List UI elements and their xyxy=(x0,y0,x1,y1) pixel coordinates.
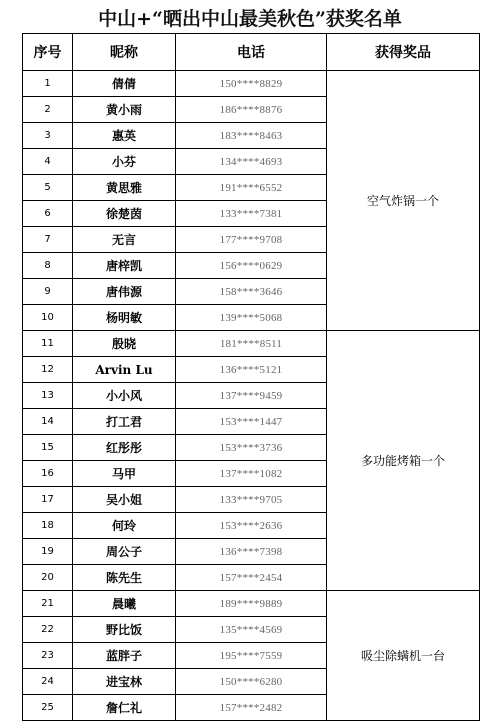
table-row xyxy=(23,71,480,97)
winners-table xyxy=(22,33,480,721)
phone-cell: 136****7398 xyxy=(176,539,327,565)
nickname-cell: 吴小姐 xyxy=(73,487,176,513)
seq-cell: 4 xyxy=(23,149,73,175)
seq-cell: 24 xyxy=(23,669,73,695)
phone-cell: 153****2636 xyxy=(176,513,327,539)
seq-cell: 11 xyxy=(23,331,73,357)
seq-cell: 15 xyxy=(23,435,73,461)
phone-cell: 137****9459 xyxy=(176,383,327,409)
phone-cell: 186****8876 xyxy=(176,97,327,123)
phone-cell: 136****5121 xyxy=(176,357,327,383)
phone-cell: 133****7381 xyxy=(176,201,327,227)
phone-cell: 150****6280 xyxy=(176,669,327,695)
nickname-cell: 杨明敏 xyxy=(73,305,176,331)
header-prize: 获得奖品 xyxy=(327,34,480,71)
nickname-cell: 进宝林 xyxy=(73,669,176,695)
nickname-cell: 野比饭 xyxy=(73,617,176,643)
phone-cell: 181****8511 xyxy=(176,331,327,357)
phone-cell: 157****2454 xyxy=(176,565,327,591)
nickname-cell: 蓝胖子 xyxy=(73,643,176,669)
nickname-cell: 小小风 xyxy=(73,383,176,409)
nickname-cell: 打工君 xyxy=(73,409,176,435)
table-row xyxy=(23,331,480,357)
phone-cell: 135****4569 xyxy=(176,617,327,643)
seq-cell: 23 xyxy=(23,643,73,669)
nickname-cell: 惠英 xyxy=(73,123,176,149)
nickname-cell: 周公子 xyxy=(73,539,176,565)
nickname-cell: 唐梓凯 xyxy=(73,253,176,279)
phone-cell: 158****3646 xyxy=(176,279,327,305)
nickname-cell: 晨曦 xyxy=(73,591,176,617)
seq-cell: 7 xyxy=(23,227,73,253)
page-title: 中山+“晒出中山最美秋色”获奖名单 xyxy=(98,8,402,30)
phone-cell: 133****9705 xyxy=(176,487,327,513)
nickname-cell: 詹仁礼 xyxy=(73,695,176,721)
prize-cell: 吸尘除螨机一台 xyxy=(327,591,480,721)
seq-cell: 8 xyxy=(23,253,73,279)
seq-cell: 21 xyxy=(23,591,73,617)
nickname-cell: 无言 xyxy=(73,227,176,253)
phone-cell: 177****9708 xyxy=(176,227,327,253)
nickname-cell: 红彤彤 xyxy=(73,435,176,461)
seq-cell: 14 xyxy=(23,409,73,435)
phone-cell: 153****3736 xyxy=(176,435,327,461)
phone-cell: 153****1447 xyxy=(176,409,327,435)
header-row xyxy=(23,34,480,71)
phone-cell: 137****1082 xyxy=(176,461,327,487)
header-seq: 序号 xyxy=(23,34,73,71)
seq-cell: 9 xyxy=(23,279,73,305)
phone-cell: 191****6552 xyxy=(176,175,327,201)
phone-cell: 157****2482 xyxy=(176,695,327,721)
nickname-cell: 马甲 xyxy=(73,461,176,487)
header-phone: 电话 xyxy=(176,34,327,71)
phone-cell: 150****8829 xyxy=(176,71,327,97)
seq-cell: 1 xyxy=(23,71,73,97)
phone-cell: 139****5068 xyxy=(176,305,327,331)
nickname-cell: 唐伟源 xyxy=(73,279,176,305)
seq-cell: 2 xyxy=(23,97,73,123)
seq-cell: 12 xyxy=(23,357,73,383)
nickname-cell: 黄思雅 xyxy=(73,175,176,201)
prize-cell: 多功能烤箱一个 xyxy=(327,331,480,591)
nickname-cell: 何玲 xyxy=(73,513,176,539)
phone-cell: 134****4693 xyxy=(176,149,327,175)
table-body xyxy=(23,71,480,721)
seq-cell: 22 xyxy=(23,617,73,643)
seq-cell: 6 xyxy=(23,201,73,227)
phone-cell: 156****0629 xyxy=(176,253,327,279)
nickname-cell: 殷晓 xyxy=(73,331,176,357)
seq-cell: 19 xyxy=(23,539,73,565)
nickname-cell: Arvin Lu xyxy=(73,357,176,383)
header-nick: 昵称 xyxy=(73,34,176,71)
prize-cell: 空气炸锅一个 xyxy=(327,71,480,331)
nickname-cell: 倩倩 xyxy=(73,71,176,97)
nickname-cell: 徐楚茵 xyxy=(73,201,176,227)
phone-cell: 195****7559 xyxy=(176,643,327,669)
table-row xyxy=(23,591,480,617)
seq-cell: 3 xyxy=(23,123,73,149)
phone-cell: 189****9889 xyxy=(176,591,327,617)
seq-cell: 16 xyxy=(23,461,73,487)
seq-cell: 5 xyxy=(23,175,73,201)
nickname-cell: 小芬 xyxy=(73,149,176,175)
nickname-cell: 陈先生 xyxy=(73,565,176,591)
seq-cell: 10 xyxy=(23,305,73,331)
seq-cell: 20 xyxy=(23,565,73,591)
seq-cell: 17 xyxy=(23,487,73,513)
seq-cell: 18 xyxy=(23,513,73,539)
nickname-cell: 黄小雨 xyxy=(73,97,176,123)
seq-cell: 25 xyxy=(23,695,73,721)
phone-cell: 183****8463 xyxy=(176,123,327,149)
seq-cell: 13 xyxy=(23,383,73,409)
